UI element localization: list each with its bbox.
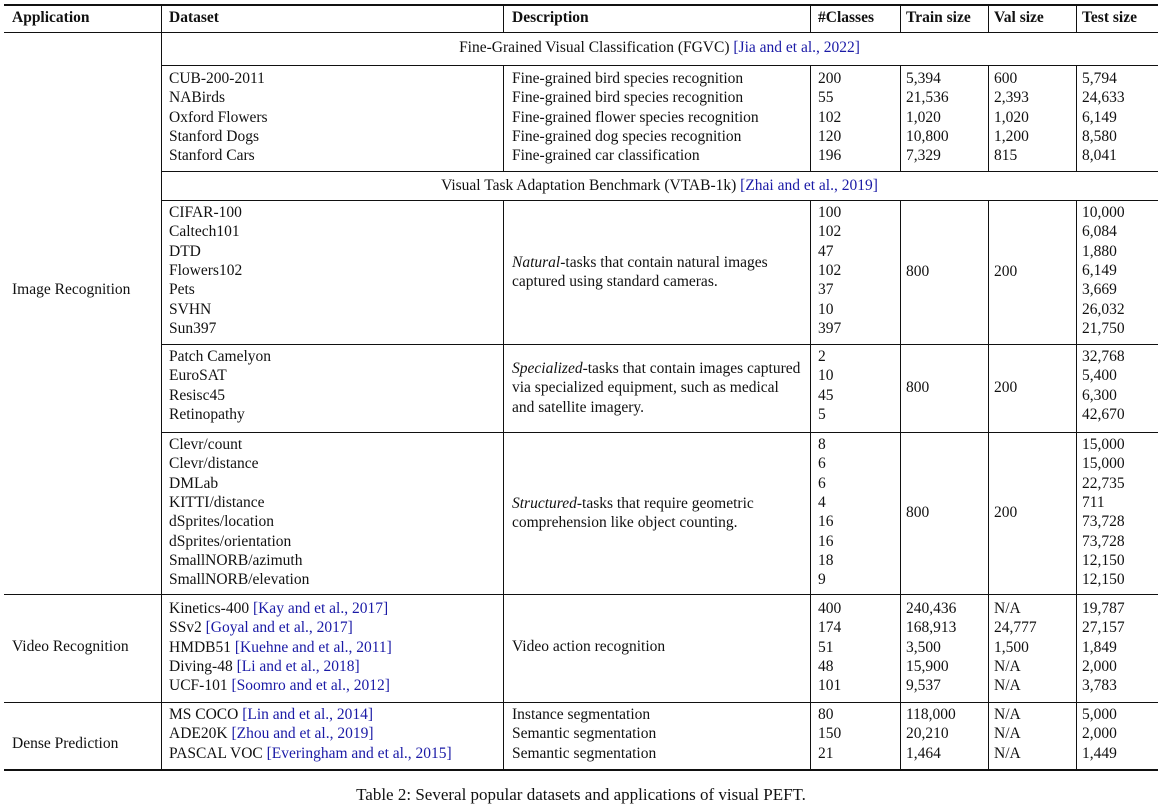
test-size: 6,149 <box>1082 261 1117 279</box>
dataset-name <box>169 744 452 763</box>
citation-link[interactable]: [Zhou and et al., 2019] <box>231 725 374 743</box>
dataset-name: NABirds <box>169 89 225 107</box>
test-size: 2,000 <box>1082 725 1117 743</box>
vertical-rule <box>988 200 989 344</box>
train-size: 15,900 <box>906 657 949 675</box>
dataset-name: Stanford Dogs <box>169 127 259 145</box>
dataset-name: Clevr/distance <box>169 455 259 473</box>
bottom-rule <box>4 769 1158 771</box>
dataset-name: SSv2 <box>169 619 206 637</box>
description-emphasis: Structured <box>512 494 577 512</box>
train-size: 20,210 <box>906 725 949 743</box>
test-size: 1,449 <box>1082 744 1117 762</box>
application-dense-prediction: Dense Prediction <box>12 735 119 752</box>
num-classes: 9 <box>818 571 826 589</box>
dataset-name: Retinopathy <box>169 405 245 423</box>
num-classes: 150 <box>818 725 842 743</box>
test-size: 711 <box>1082 493 1105 511</box>
train-size: 800 <box>906 263 930 281</box>
test-size: 73,728 <box>1082 532 1125 550</box>
dataset-name: DMLab <box>169 474 219 492</box>
num-classes: 51 <box>818 638 834 656</box>
train-size: 1,464 <box>906 744 941 762</box>
citation-link[interactable]: [Everingham and et al., 2015] <box>266 744 452 762</box>
dataset-name: dSprites/orientation <box>169 532 292 550</box>
num-classes: 400 <box>818 600 842 617</box>
vertical-rule <box>1076 432 1077 594</box>
column-header: Description <box>512 9 589 26</box>
group-description-natural <box>512 253 802 292</box>
train-size: 21,536 <box>906 89 949 107</box>
train-size: 3,500 <box>906 638 941 656</box>
vertical-rule <box>503 200 504 344</box>
val-size: N/A <box>994 725 1021 743</box>
num-classes: 2 <box>818 348 826 365</box>
description-text: -tasks that contain images captured via specialized equipment, such as medical and satellite imagery. <box>512 360 801 416</box>
dataset-name <box>169 724 373 743</box>
citation-link[interactable]: [Lin and et al., 2014] <box>242 706 374 723</box>
group-rule <box>161 432 1158 433</box>
vertical-rule <box>988 432 989 594</box>
dataset-name: SmallNORB/elevation <box>169 571 310 589</box>
train-size: 800 <box>906 504 930 522</box>
val-size: 1,200 <box>994 127 1029 145</box>
num-classes: 18 <box>818 551 834 569</box>
section-rule <box>161 171 1158 172</box>
test-size: 27,157 <box>1082 619 1125 637</box>
val-size: 200 <box>994 263 1018 281</box>
num-classes: 16 <box>818 513 834 531</box>
dataset-description: Video action recognition <box>512 638 666 655</box>
vertical-rule <box>900 344 901 432</box>
test-size: 73,728 <box>1082 513 1125 531</box>
vertical-rule <box>900 65 901 171</box>
num-classes: 102 <box>818 108 842 126</box>
vertical-rule <box>503 65 504 171</box>
dataset-name <box>169 705 373 724</box>
group-description-specialized <box>512 359 802 417</box>
vertical-rule <box>161 702 162 770</box>
vertical-rule <box>988 344 989 432</box>
vertical-rule <box>1076 594 1077 702</box>
test-size: 5,794 <box>1082 70 1117 87</box>
section-title-text: Fine-Grained Visual Classification (FGVC) <box>459 39 734 56</box>
num-classes: 6 <box>818 474 826 492</box>
dataset-name: HMDB51 <box>169 638 235 656</box>
header-rule <box>4 32 1158 33</box>
vertical-rule <box>900 4 901 32</box>
vertical-rule <box>900 594 901 702</box>
vertical-rule <box>810 4 811 32</box>
description-emphasis: Specialized <box>512 360 583 378</box>
test-size: 1,880 <box>1082 242 1117 260</box>
dataset-name <box>169 657 360 676</box>
dataset-name: Patch Camelyon <box>169 348 272 365</box>
vertical-rule <box>900 432 901 594</box>
train-size: 5,394 <box>906 70 941 87</box>
num-classes: 45 <box>818 386 834 404</box>
dataset-name: SVHN <box>169 300 212 318</box>
vertical-rule <box>1076 702 1077 770</box>
num-classes: 21 <box>818 744 834 762</box>
train-size: 118,000 <box>906 706 956 723</box>
val-size: N/A <box>994 744 1021 762</box>
val-size: 2,393 <box>994 89 1029 107</box>
description-emphasis: Natural <box>512 253 561 271</box>
test-size: 5,000 <box>1082 706 1117 723</box>
dataset-description: Fine-grained dog species recognition <box>512 127 742 145</box>
dataset-name: EuroSAT <box>169 367 227 385</box>
column-header: Val size <box>994 9 1044 26</box>
num-classes: 10 <box>818 300 834 318</box>
num-classes: 102 <box>818 261 842 279</box>
test-size: 42,670 <box>1082 405 1125 423</box>
vertical-rule <box>1076 4 1077 32</box>
vertical-rule <box>988 594 989 702</box>
test-size: 3,669 <box>1082 281 1117 299</box>
section-rule <box>161 65 1158 66</box>
test-size: 12,150 <box>1082 571 1125 589</box>
train-size: 168,913 <box>906 619 957 637</box>
train-size: 240,436 <box>906 600 957 617</box>
vertical-rule <box>161 4 162 32</box>
test-size: 5,400 <box>1082 367 1117 385</box>
group-description-structured <box>512 494 802 533</box>
section-title-fgvc <box>161 38 1158 57</box>
vertical-rule <box>503 344 504 432</box>
dataset-name <box>169 676 390 695</box>
test-size: 26,032 <box>1082 300 1125 318</box>
dataset-name: Resisc45 <box>169 386 225 404</box>
vertical-rule <box>503 594 504 702</box>
citation-link[interactable]: [Zhai and et al., 2019] <box>740 177 878 194</box>
num-classes: 120 <box>818 127 842 145</box>
test-size: 8,580 <box>1082 127 1117 145</box>
dataset-description: Instance segmentation <box>512 706 651 723</box>
val-size: 200 <box>994 504 1018 522</box>
group-rule <box>161 344 1158 345</box>
dataset-name <box>169 638 392 657</box>
test-size: 8,041 <box>1082 147 1117 165</box>
val-size: 24,777 <box>994 619 1037 637</box>
application-rule <box>4 702 1158 703</box>
vertical-rule <box>988 4 989 32</box>
num-classes: 55 <box>818 89 834 107</box>
val-size: 200 <box>994 379 1018 397</box>
dataset-name: MS COCO <box>169 706 243 723</box>
dataset-name: Kinetics-400 <box>169 600 253 617</box>
test-size: 15,000 <box>1082 436 1125 453</box>
dataset-name: Pets <box>169 281 195 299</box>
dataset-name: Diving-48 <box>169 657 237 675</box>
dataset-description: Fine-grained car classification <box>512 147 700 165</box>
vertical-rule <box>810 432 811 594</box>
vertical-rule <box>161 32 162 594</box>
dataset-name <box>169 599 388 618</box>
citation-link[interactable]: [Kuehne and et al., 2011] <box>234 638 392 656</box>
val-size: N/A <box>994 706 1021 723</box>
vertical-rule <box>503 702 504 770</box>
citation-link[interactable]: [Goyal and et al., 2017] <box>205 619 353 637</box>
num-classes: 101 <box>818 677 842 695</box>
val-size: 815 <box>994 147 1018 165</box>
num-classes: 8 <box>818 436 826 453</box>
section-title-text: Visual Task Adaptation Benchmark (VTAB-1k) <box>441 177 741 194</box>
vertical-rule <box>810 344 811 432</box>
citation-link[interactable]: [Li and et al., 2018] <box>236 657 360 675</box>
vertical-rule <box>988 702 989 770</box>
val-size: N/A <box>994 600 1021 617</box>
num-classes: 100 <box>818 204 842 221</box>
test-size: 24,633 <box>1082 89 1125 107</box>
test-size: 6,300 <box>1082 386 1117 404</box>
citation-link[interactable]: [Jia and et al., 2022] <box>733 39 860 56</box>
section-title-vtab <box>161 176 1158 195</box>
dataset-name: CIFAR-100 <box>169 204 242 221</box>
train-size: 10,800 <box>906 127 949 145</box>
num-classes: 37 <box>818 281 834 299</box>
num-classes: 102 <box>818 223 842 241</box>
test-size: 32,768 <box>1082 348 1125 365</box>
dataset-name: PASCAL VOC <box>169 744 267 762</box>
dataset-name: Clevr/count <box>169 436 243 453</box>
dataset-name: Oxford Flowers <box>169 108 268 126</box>
dataset-name: DTD <box>169 242 201 260</box>
column-header: Application <box>12 9 90 26</box>
dataset-description: Fine-grained bird species recognition <box>512 89 744 107</box>
dataset-name: dSprites/location <box>169 513 275 531</box>
section-rule <box>161 200 1158 201</box>
vertical-rule <box>1076 344 1077 432</box>
column-header: Dataset <box>169 9 219 26</box>
vertical-rule <box>900 702 901 770</box>
vertical-rule <box>810 65 811 171</box>
top-rule <box>4 4 1158 6</box>
dataset-name: Flowers102 <box>169 261 243 279</box>
vertical-rule <box>503 4 504 32</box>
test-size: 22,735 <box>1082 474 1125 492</box>
application-rule <box>4 594 1158 595</box>
dataset-name: KITTI/distance <box>169 493 265 511</box>
val-size: N/A <box>994 677 1021 695</box>
dataset-description: Fine-grained bird species recognition <box>512 70 744 87</box>
dataset-description: Semantic segmentation <box>512 725 657 743</box>
test-size: 15,000 <box>1082 455 1125 473</box>
num-classes: 174 <box>818 619 842 637</box>
val-size: 1,500 <box>994 638 1029 656</box>
column-header: Test size <box>1082 9 1137 26</box>
test-size: 3,783 <box>1082 677 1117 695</box>
train-size: 800 <box>906 379 930 397</box>
dataset-name: Stanford Cars <box>169 147 255 165</box>
dataset-name <box>169 618 353 637</box>
description-text: -tasks that require geometric comprehension like object counting. <box>512 494 754 531</box>
train-size: 7,329 <box>906 147 941 165</box>
train-size: 1,020 <box>906 108 941 126</box>
citation-link[interactable]: [Soomro and et al., 2012] <box>231 677 390 695</box>
num-classes: 16 <box>818 532 834 550</box>
dataset-name: ADE20K <box>169 725 232 743</box>
val-size: 600 <box>994 70 1018 87</box>
column-header: Train size <box>906 9 971 26</box>
dataset-description: Semantic segmentation <box>512 744 657 762</box>
num-classes: 10 <box>818 367 834 385</box>
train-size: 9,537 <box>906 677 941 695</box>
num-classes: 397 <box>818 319 842 337</box>
dataset-description: Fine-grained flower species recognition <box>512 108 759 126</box>
description-text: -tasks that contain natural images captured using standard cameras. <box>512 253 768 290</box>
test-size: 12,150 <box>1082 551 1125 569</box>
dataset-name: UCF-101 <box>169 677 232 695</box>
num-classes: 200 <box>818 70 842 87</box>
dataset-name: SmallNORB/azimuth <box>169 551 303 569</box>
application-video-recognition: Video Recognition <box>12 638 129 655</box>
test-size: 2,000 <box>1082 657 1117 675</box>
vertical-rule <box>988 65 989 171</box>
vertical-rule <box>1076 65 1077 171</box>
test-size: 21,750 <box>1082 319 1125 337</box>
num-classes: 5 <box>818 405 826 423</box>
test-size: 6,149 <box>1082 108 1117 126</box>
application-image-recognition: Image Recognition <box>12 281 131 298</box>
dataset-name: Sun397 <box>169 319 217 337</box>
citation-link[interactable]: [Kay and et al., 2017] <box>252 600 389 617</box>
vertical-rule <box>810 702 811 770</box>
vertical-rule <box>1076 200 1077 344</box>
num-classes: 4 <box>818 493 826 511</box>
table-caption: Table 2: Several popular datasets and applications of visual PEFT. <box>356 785 806 804</box>
column-header: #Classes <box>818 9 874 26</box>
test-size: 19,787 <box>1082 600 1125 617</box>
vertical-rule <box>810 200 811 344</box>
test-size: 6,084 <box>1082 223 1117 241</box>
val-size: 1,020 <box>994 108 1029 126</box>
val-size: N/A <box>994 657 1021 675</box>
vertical-rule <box>810 594 811 702</box>
num-classes: 196 <box>818 147 842 165</box>
num-classes: 47 <box>818 242 834 260</box>
vertical-rule <box>900 200 901 344</box>
dataset-name: Caltech101 <box>169 223 240 241</box>
test-size: 10,000 <box>1082 204 1125 221</box>
num-classes: 48 <box>818 657 834 675</box>
num-classes: 80 <box>818 706 834 723</box>
vertical-rule <box>161 594 162 702</box>
dataset-name: CUB-200-2011 <box>169 70 265 87</box>
vertical-rule <box>503 432 504 594</box>
test-size: 1,849 <box>1082 638 1117 656</box>
num-classes: 6 <box>818 455 826 473</box>
